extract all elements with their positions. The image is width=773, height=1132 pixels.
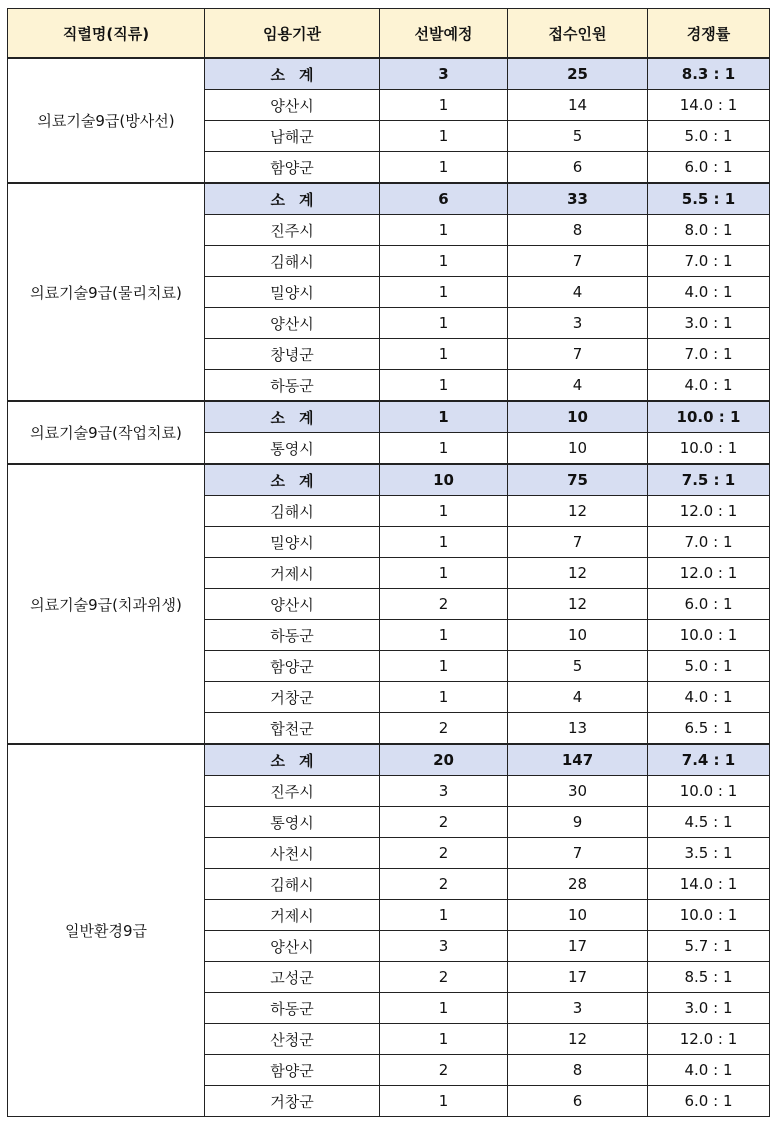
ratio-cell: 7.0 : 1 bbox=[648, 246, 770, 277]
ratio-cell: 5.0 : 1 bbox=[648, 651, 770, 682]
ratio-cell: 5.0 : 1 bbox=[648, 121, 770, 152]
subtotal-ratio: 7.5 : 1 bbox=[648, 464, 770, 496]
subtotal-planned: 20 bbox=[380, 744, 508, 776]
subtotal-label: 소계 bbox=[205, 401, 380, 433]
subtotal-label: 소계 bbox=[205, 183, 380, 215]
planned-cell: 1 bbox=[380, 620, 508, 651]
agency-cell: 함양군 bbox=[205, 152, 380, 184]
planned-cell: 1 bbox=[380, 246, 508, 277]
applicants-cell: 12 bbox=[508, 558, 648, 589]
header-series: 직렬명(직류) bbox=[8, 9, 205, 59]
applicants-cell: 3 bbox=[508, 993, 648, 1024]
applicants-cell: 3 bbox=[508, 308, 648, 339]
subtotal-row bbox=[8, 744, 770, 776]
applicants-cell: 12 bbox=[508, 1024, 648, 1055]
applicants-cell: 10 bbox=[508, 433, 648, 465]
planned-cell: 1 bbox=[380, 1086, 508, 1117]
planned-cell: 1 bbox=[380, 993, 508, 1024]
agency-cell: 밀양시 bbox=[205, 527, 380, 558]
applicants-cell: 5 bbox=[508, 121, 648, 152]
planned-cell: 1 bbox=[380, 900, 508, 931]
planned-cell: 1 bbox=[380, 370, 508, 402]
agency-cell: 산청군 bbox=[205, 1024, 380, 1055]
subtotal-planned: 6 bbox=[380, 183, 508, 215]
ratio-cell: 4.0 : 1 bbox=[648, 277, 770, 308]
ratio-cell: 3.0 : 1 bbox=[648, 993, 770, 1024]
agency-cell: 하동군 bbox=[205, 993, 380, 1024]
planned-cell: 2 bbox=[380, 589, 508, 620]
planned-cell: 3 bbox=[380, 776, 508, 807]
applicants-cell: 17 bbox=[508, 962, 648, 993]
subtotal-row bbox=[8, 58, 770, 90]
subtotal-ratio: 7.4 : 1 bbox=[648, 744, 770, 776]
subtotal-applicants: 147 bbox=[508, 744, 648, 776]
planned-cell: 3 bbox=[380, 931, 508, 962]
applicants-cell: 30 bbox=[508, 776, 648, 807]
series-name-cell: 의료기술9급(방사선) bbox=[8, 58, 205, 183]
agency-cell: 창녕군 bbox=[205, 339, 380, 370]
planned-cell: 2 bbox=[380, 1055, 508, 1086]
agency-cell: 김해시 bbox=[205, 496, 380, 527]
planned-cell: 2 bbox=[380, 962, 508, 993]
applicants-cell: 28 bbox=[508, 869, 648, 900]
agency-cell: 함양군 bbox=[205, 651, 380, 682]
series-name-cell: 일반환경9급 bbox=[8, 744, 205, 1117]
agency-cell: 통영시 bbox=[205, 807, 380, 838]
applicants-cell: 7 bbox=[508, 339, 648, 370]
applicants-cell: 4 bbox=[508, 277, 648, 308]
series-name-cell: 의료기술9급(치과위생) bbox=[8, 464, 205, 744]
agency-cell: 거제시 bbox=[205, 558, 380, 589]
planned-cell: 2 bbox=[380, 713, 508, 745]
planned-cell: 1 bbox=[380, 215, 508, 246]
ratio-cell: 8.5 : 1 bbox=[648, 962, 770, 993]
applicants-cell: 4 bbox=[508, 370, 648, 402]
ratio-cell: 14.0 : 1 bbox=[648, 869, 770, 900]
agency-cell: 양산시 bbox=[205, 90, 380, 121]
ratio-cell: 4.5 : 1 bbox=[648, 807, 770, 838]
ratio-cell: 7.0 : 1 bbox=[648, 527, 770, 558]
subtotal-planned: 10 bbox=[380, 464, 508, 496]
planned-cell: 1 bbox=[380, 651, 508, 682]
agency-cell: 사천시 bbox=[205, 838, 380, 869]
ratio-cell: 4.0 : 1 bbox=[648, 1055, 770, 1086]
planned-cell: 1 bbox=[380, 339, 508, 370]
series-name-cell: 의료기술9급(물리치료) bbox=[8, 183, 205, 401]
subtotal-label: 소계 bbox=[205, 464, 380, 496]
applicants-cell: 14 bbox=[508, 90, 648, 121]
applicants-cell: 9 bbox=[508, 807, 648, 838]
agency-cell: 김해시 bbox=[205, 246, 380, 277]
agency-cell: 거창군 bbox=[205, 1086, 380, 1117]
planned-cell: 1 bbox=[380, 121, 508, 152]
agency-cell: 고성군 bbox=[205, 962, 380, 993]
ratio-cell: 4.0 : 1 bbox=[648, 370, 770, 402]
table-header bbox=[8, 9, 770, 59]
agency-cell: 거창군 bbox=[205, 682, 380, 713]
competition-rate-table bbox=[7, 8, 770, 1117]
agency-cell: 거제시 bbox=[205, 900, 380, 931]
subtotal-ratio: 5.5 : 1 bbox=[648, 183, 770, 215]
agency-cell: 통영시 bbox=[205, 433, 380, 465]
agency-cell: 진주시 bbox=[205, 215, 380, 246]
table-body bbox=[8, 58, 770, 1117]
applicants-cell: 8 bbox=[508, 215, 648, 246]
subtotal-label: 소계 bbox=[205, 58, 380, 90]
header-planned: 선발예정 bbox=[380, 9, 508, 59]
agency-cell: 하동군 bbox=[205, 370, 380, 402]
subtotal-row bbox=[8, 183, 770, 215]
agency-cell: 양산시 bbox=[205, 931, 380, 962]
applicants-cell: 7 bbox=[508, 246, 648, 277]
planned-cell: 2 bbox=[380, 869, 508, 900]
applicants-cell: 12 bbox=[508, 589, 648, 620]
subtotal-ratio: 10.0 : 1 bbox=[648, 401, 770, 433]
subtotal-applicants: 10 bbox=[508, 401, 648, 433]
ratio-cell: 6.5 : 1 bbox=[648, 713, 770, 745]
subtotal-applicants: 75 bbox=[508, 464, 648, 496]
applicants-cell: 10 bbox=[508, 620, 648, 651]
subtotal-planned: 3 bbox=[380, 58, 508, 90]
agency-cell: 양산시 bbox=[205, 308, 380, 339]
ratio-cell: 3.5 : 1 bbox=[648, 838, 770, 869]
agency-cell: 남해군 bbox=[205, 121, 380, 152]
planned-cell: 1 bbox=[380, 433, 508, 465]
applicants-cell: 5 bbox=[508, 651, 648, 682]
agency-cell: 합천군 bbox=[205, 713, 380, 745]
planned-cell: 1 bbox=[380, 308, 508, 339]
ratio-cell: 14.0 : 1 bbox=[648, 90, 770, 121]
planned-cell: 1 bbox=[380, 90, 508, 121]
agency-cell: 밀양시 bbox=[205, 277, 380, 308]
subtotal-applicants: 25 bbox=[508, 58, 648, 90]
agency-cell: 함양군 bbox=[205, 1055, 380, 1086]
header-agency: 임용기관 bbox=[205, 9, 380, 59]
applicants-cell: 17 bbox=[508, 931, 648, 962]
applicants-cell: 8 bbox=[508, 1055, 648, 1086]
planned-cell: 1 bbox=[380, 496, 508, 527]
header-row bbox=[8, 9, 770, 59]
applicants-cell: 4 bbox=[508, 682, 648, 713]
ratio-cell: 8.0 : 1 bbox=[648, 215, 770, 246]
applicants-cell: 7 bbox=[508, 838, 648, 869]
subtotal-row bbox=[8, 464, 770, 496]
ratio-cell: 12.0 : 1 bbox=[648, 1024, 770, 1055]
ratio-cell: 10.0 : 1 bbox=[648, 433, 770, 465]
planned-cell: 1 bbox=[380, 152, 508, 184]
ratio-cell: 6.0 : 1 bbox=[648, 152, 770, 184]
ratio-cell: 6.0 : 1 bbox=[648, 1086, 770, 1117]
applicants-cell: 13 bbox=[508, 713, 648, 745]
planned-cell: 2 bbox=[380, 838, 508, 869]
agency-cell: 양산시 bbox=[205, 589, 380, 620]
planned-cell: 1 bbox=[380, 1024, 508, 1055]
planned-cell: 1 bbox=[380, 277, 508, 308]
planned-cell: 1 bbox=[380, 527, 508, 558]
applicants-cell: 10 bbox=[508, 900, 648, 931]
ratio-cell: 3.0 : 1 bbox=[648, 308, 770, 339]
planned-cell: 1 bbox=[380, 558, 508, 589]
ratio-cell: 10.0 : 1 bbox=[648, 620, 770, 651]
subtotal-row bbox=[8, 401, 770, 433]
applicants-cell: 12 bbox=[508, 496, 648, 527]
ratio-cell: 5.7 : 1 bbox=[648, 931, 770, 962]
agency-cell: 하동군 bbox=[205, 620, 380, 651]
ratio-cell: 7.0 : 1 bbox=[648, 339, 770, 370]
planned-cell: 2 bbox=[380, 807, 508, 838]
applicants-cell: 6 bbox=[508, 1086, 648, 1117]
applicants-cell: 6 bbox=[508, 152, 648, 184]
planned-cell: 1 bbox=[380, 682, 508, 713]
subtotal-label: 소계 bbox=[205, 744, 380, 776]
document-page bbox=[7, 8, 769, 1117]
ratio-cell: 6.0 : 1 bbox=[648, 589, 770, 620]
subtotal-planned: 1 bbox=[380, 401, 508, 433]
subtotal-applicants: 33 bbox=[508, 183, 648, 215]
ratio-cell: 12.0 : 1 bbox=[648, 558, 770, 589]
ratio-cell: 10.0 : 1 bbox=[648, 900, 770, 931]
subtotal-ratio: 8.3 : 1 bbox=[648, 58, 770, 90]
agency-cell: 진주시 bbox=[205, 776, 380, 807]
ratio-cell: 10.0 : 1 bbox=[648, 776, 770, 807]
ratio-cell: 4.0 : 1 bbox=[648, 682, 770, 713]
ratio-cell: 12.0 : 1 bbox=[648, 496, 770, 527]
header-ratio: 경쟁률 bbox=[648, 9, 770, 59]
series-name-cell: 의료기술9급(작업치료) bbox=[8, 401, 205, 464]
applicants-cell: 7 bbox=[508, 527, 648, 558]
agency-cell: 김해시 bbox=[205, 869, 380, 900]
header-applicants: 접수인원 bbox=[508, 9, 648, 59]
